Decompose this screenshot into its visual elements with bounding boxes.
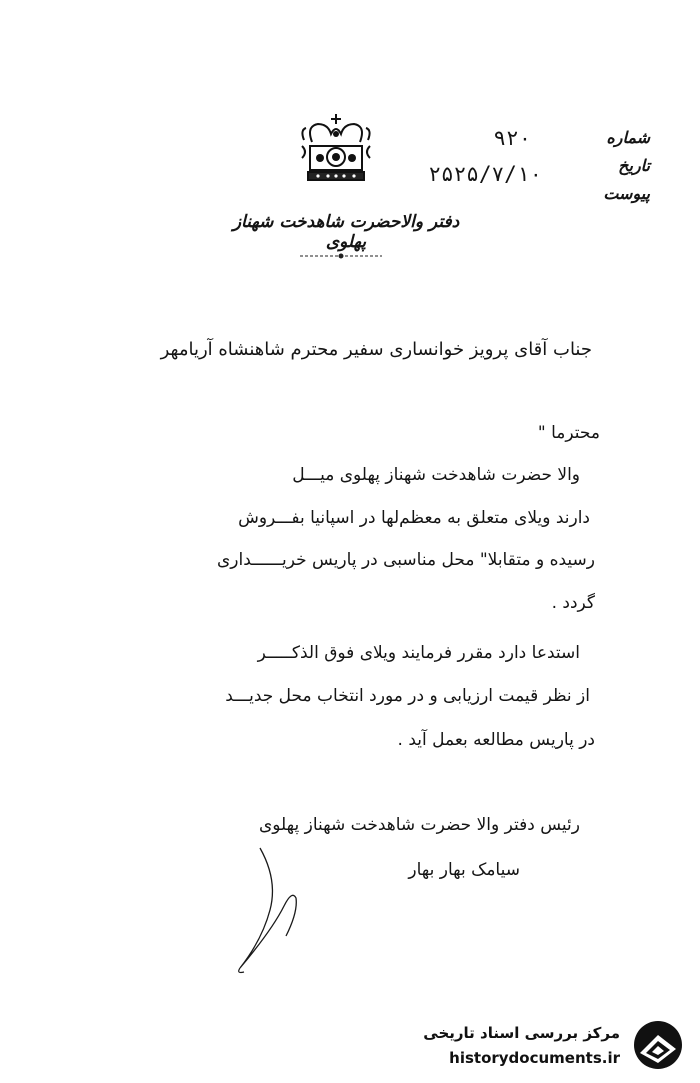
ornamental-divider [300, 252, 382, 260]
office-name: دفتر والاحضرت شاهدخت شهناز پهلوی [232, 212, 460, 252]
book-logo-icon [628, 1019, 684, 1071]
paragraph2-line: در پاریس مطالعه بعمل آید . [397, 730, 595, 750]
signatory-name: سیامک بهار بهار [408, 860, 520, 880]
salutation: محترما " [537, 423, 600, 443]
attachment-label: پیوست [603, 184, 650, 203]
paragraph2-line: استدعا دارد مقرر فرمایند ویلای فوق الذکـــــر [257, 643, 580, 663]
handwritten-signature [200, 840, 330, 980]
paragraph2-line: از نظر قیمت ارزیابی و در مورد انتخاب محل جدیـــد [225, 686, 590, 706]
watermark-name: مرکز بررسی اسناد تاریخی [423, 1024, 620, 1042]
paragraph1-line: رسیده و متقابلا" محل مناسبی در پاریس خریــــــداری [216, 550, 595, 570]
letter-number: ۹۲۰ [493, 126, 532, 150]
date-label: تاریخ [618, 156, 650, 175]
recipient-line: جناب آقای پرویز خوانساری سفیر محترم شاهنشاه آریامهر [160, 339, 592, 360]
paragraph1-line: والا حضرت شاهدخت شهناز پهلوی میـــل [292, 465, 580, 485]
paragraph1-line: گردد . [551, 593, 595, 613]
watermark-url: historydocuments.ir [449, 1049, 620, 1067]
number-label: شماره [606, 128, 650, 147]
paragraph1-line: دارند ویلای متعلق به معظم‌لها در اسپانیا بفـــروش [238, 508, 590, 528]
crown-icon [298, 112, 374, 186]
reference-block [428, 124, 650, 208]
letter-date: ۲۵۲۵/۷/۱۰ [428, 162, 543, 186]
signatory-title: رئیس دفتر والا حضرت شاهدخت شهناز پهلوی [258, 815, 580, 835]
